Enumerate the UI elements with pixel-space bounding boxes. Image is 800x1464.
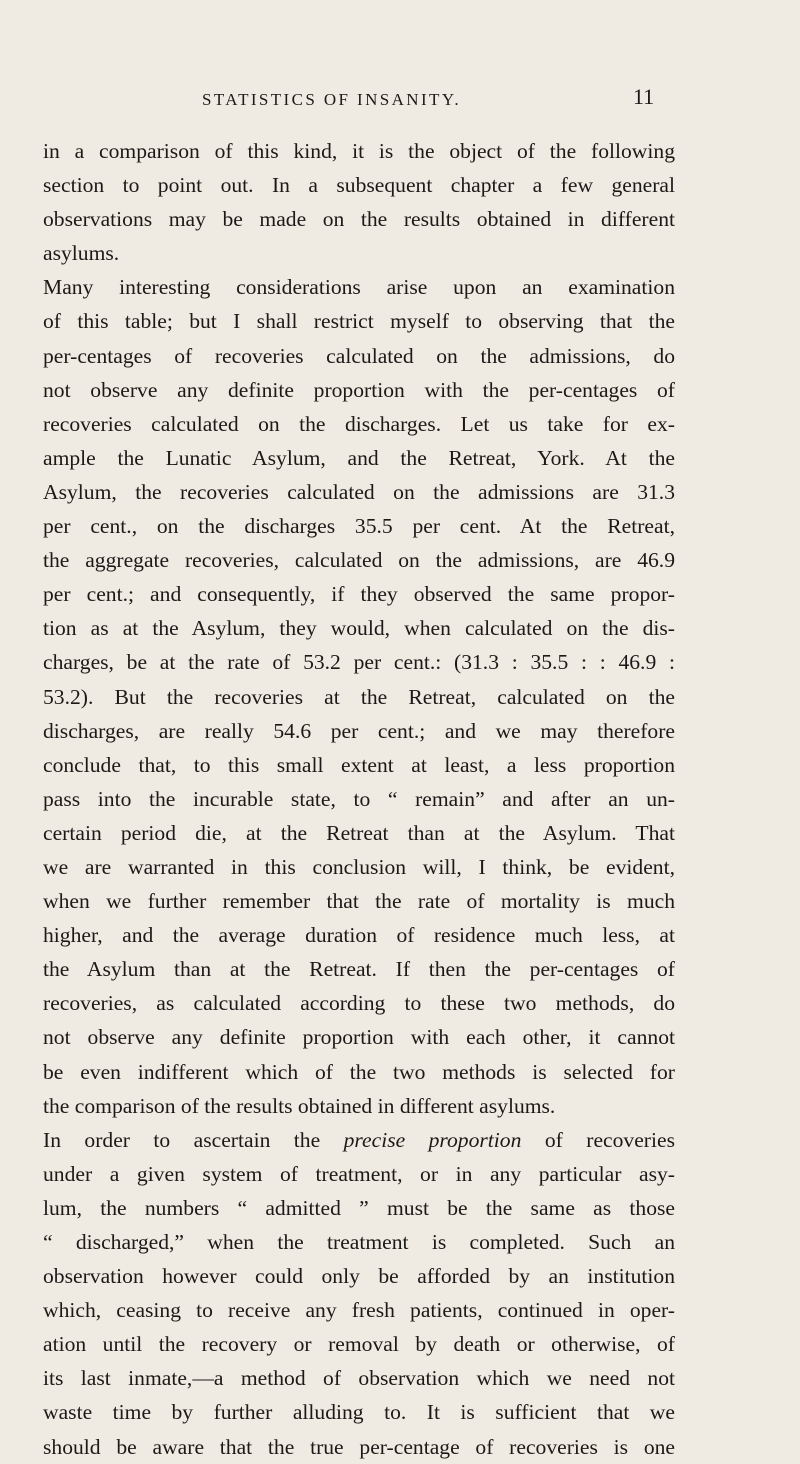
text-line: the aggregate recoveries, calculated on the admissions, are 46.9 bbox=[43, 548, 675, 573]
text-fragment: of recoveries bbox=[521, 1127, 675, 1152]
text-line: not observe any definite proportion with the per-centages of bbox=[43, 377, 675, 402]
text-line: ample the Lunatic Asylum, and the Retreat, York. At the bbox=[43, 445, 675, 470]
text-line: 53.2). But the recoveries at the Retreat, calculated on the bbox=[43, 684, 675, 709]
text-line: its last inmate,—a method of observation which we need not bbox=[43, 1366, 675, 1391]
text-line: ation until the recovery or removal by death or otherwise, of bbox=[43, 1332, 675, 1357]
text-line: Many interesting considerations arise upon an examination bbox=[43, 275, 675, 300]
text-line: the comparison of the results obtained in different asylums. bbox=[43, 1093, 556, 1118]
text-line: recoveries calculated on the discharges. Let us take for ex- bbox=[43, 411, 675, 436]
text-line: asylums. bbox=[43, 241, 120, 266]
text-line: tion as at the Asylum, they would, when calculated on the dis- bbox=[43, 616, 675, 641]
emphasis: precise proportion bbox=[343, 1127, 522, 1152]
text-line: higher, and the average duration of residence much less, at bbox=[43, 923, 675, 948]
text-line: certain period die, at the Retreat than at the Asylum. That bbox=[43, 820, 675, 845]
text-fragment: In order to ascertain the bbox=[43, 1127, 344, 1152]
text-line: waste time by further alluding to. It is sufficient that we bbox=[43, 1400, 675, 1425]
text-line: should be aware that the true per-centage of recoveries is one bbox=[43, 1434, 675, 1459]
text-line: per cent.; and consequently, if they observed the same propor- bbox=[43, 582, 675, 607]
text-line: the Asylum than at the Retreat. If then the per-centages of bbox=[43, 957, 675, 982]
page-number: 11 bbox=[633, 84, 655, 109]
text-line: be even indifferent which of the two methods is selected for bbox=[43, 1059, 675, 1084]
text-line: we are warranted in this conclusion will, I think, be evident, bbox=[43, 854, 675, 879]
text-line: observation however could only be afforded by an institution bbox=[43, 1264, 675, 1289]
running-title: STATISTICS OF INSANITY. bbox=[202, 90, 461, 109]
text-line: of this table; but I shall restrict myself to observing that the bbox=[43, 309, 675, 334]
text-line: lum, the numbers “ admitted ” must be the same as those bbox=[43, 1195, 675, 1220]
text-line: which, ceasing to receive any fresh patients, continued in oper- bbox=[43, 1298, 675, 1323]
text-line: in a comparison of this kind, it is the object of the following bbox=[43, 139, 675, 163]
body-text bbox=[43, 134, 675, 1464]
text-line: observations may be made on the results obtained in different bbox=[43, 207, 675, 232]
text-line: discharges, are really 54.6 per cent.; and we may therefore bbox=[43, 718, 675, 743]
text-line: conclude that, to this small extent at least, a less proportion bbox=[43, 752, 675, 777]
text-line: pass into the incurable state, to “ remain” and after an un- bbox=[43, 786, 675, 811]
text-line: Asylum, the recoveries calculated on the admissions are 31.3 bbox=[43, 479, 675, 504]
text-line bbox=[43, 1123, 675, 1157]
text-line: “ discharged,” when the treatment is completed. Such an bbox=[43, 1230, 675, 1254]
text-line: per cent., on the discharges 35.5 per cent. At the Retreat, bbox=[43, 514, 675, 539]
text-line: recoveries, as calculated according to these two methods, do bbox=[43, 991, 675, 1016]
text-line: per-centages of recoveries calculated on the admissions, do bbox=[43, 343, 675, 368]
text-line: when we further remember that the rate of mortality is much bbox=[43, 889, 675, 914]
text-line: not observe any definite proportion with each other, it cannot bbox=[43, 1025, 675, 1050]
text-line: charges, be at the rate of 53.2 per cent.: (31.3 : 35.5 : : 46.9 : bbox=[43, 650, 675, 675]
text-line: section to point out. In a subsequent chapter a few general bbox=[43, 173, 675, 198]
page-header bbox=[0, 84, 800, 116]
text-line: under a given system of treatment, or in any particular asy- bbox=[43, 1161, 675, 1186]
